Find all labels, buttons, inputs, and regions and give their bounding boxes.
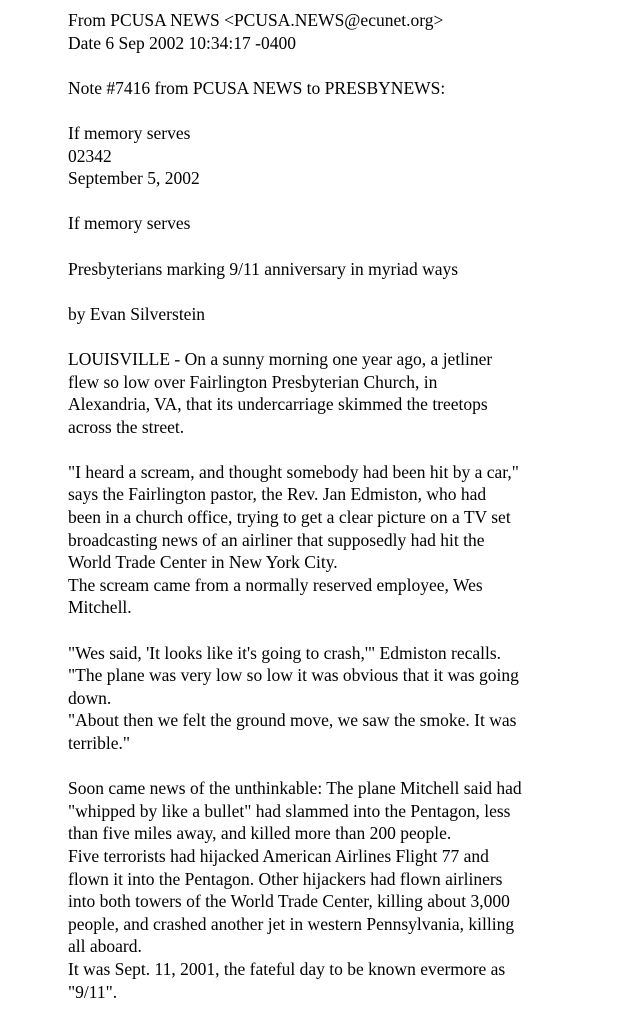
text-line: "Wes said, 'It looks like it's going to crash,'" Edmiston recalls.	[68, 642, 502, 663]
text-line: If memory serves	[68, 213, 191, 234]
text-line: Mitchell.	[68, 597, 132, 618]
text-line: flown it into the Pentagon. Other hijackers had flown airliners	[68, 868, 503, 889]
text-line: 02342	[68, 145, 112, 166]
paragraph-3	[68, 642, 633, 755]
text-line: Five terrorists had hijacked American Airlines Flight 77 and	[68, 845, 489, 866]
text-line: Presbyterians marking 9/11 anniversary in myriad ways	[68, 258, 459, 279]
text-line: September 5, 2002	[68, 168, 200, 189]
text-line: terrible."	[68, 733, 131, 753]
text-line: by Evan Silverstein	[68, 303, 206, 324]
text-line: broadcasting news of an airliner that supposedly had hit the	[68, 529, 485, 550]
text-line: down.	[68, 687, 112, 708]
text-line: Note #7416 from PCUSA NEWS to PRESBYNEWS:	[68, 77, 446, 98]
text-line: Alexandria, VA, that its undercarriage skimmed the treetops	[68, 394, 488, 415]
text-line: than five miles away, and killed more than 200 people.	[68, 823, 452, 844]
text-line: "About then we felt the ground move, we saw the smoke. It was	[68, 710, 517, 731]
text-line: From PCUSA NEWS <PCUSA.NEWS@ecunet.org>	[68, 10, 444, 30]
text-line: people, and crashed another jet in western Pennsylvania, killing	[68, 913, 515, 934]
note-line	[68, 77, 633, 100]
text-line: If memory serves	[68, 122, 191, 143]
headline	[68, 258, 633, 281]
text-line: all aboard.	[68, 936, 142, 957]
paragraph-2	[68, 461, 633, 619]
text-line: flew so low over Fairlington Presbyterian Church, in	[68, 371, 438, 392]
series-title	[68, 212, 633, 235]
text-line: Soon came news of the unthinkable: The plane Mitchell said had	[68, 778, 522, 799]
text-line: across the street.	[68, 416, 185, 437]
text-line: The scream came from a normally reserved employee, Wes	[68, 574, 483, 595]
text-line: LOUISVILLE - On a sunny morning one year ago, a jetliner	[68, 348, 493, 369]
text-line: says the Fairlington pastor, the Rev. Jan Edmiston, who had	[68, 484, 487, 505]
paragraph-1	[68, 348, 633, 438]
text-line: been in a church office, trying to get a clear picture on a TV set	[68, 507, 511, 528]
text-line: World Trade Center in New York City.	[68, 552, 338, 573]
paragraph-4	[68, 777, 633, 1003]
text-line: Date 6 Sep 2002 10:34:17 -0400	[68, 32, 296, 53]
text-line: "The plane was very low so low it was obvious that it was going	[68, 665, 519, 686]
byline	[68, 303, 633, 326]
text-line: "9/11".	[68, 981, 118, 1002]
text-line: "I heard a scream, and thought somebody had been hit by a car,"	[68, 461, 519, 482]
text-line: It was Sept. 11, 2001, the fateful day to be known evermore as	[68, 958, 506, 979]
text-line: into both towers of the World Trade Center, killing about 3,000	[68, 891, 510, 912]
story-slug	[68, 122, 633, 190]
email-header	[68, 9, 633, 54]
text-line: "whipped by like a bullet" had slammed into the Pentagon, less	[68, 800, 511, 821]
